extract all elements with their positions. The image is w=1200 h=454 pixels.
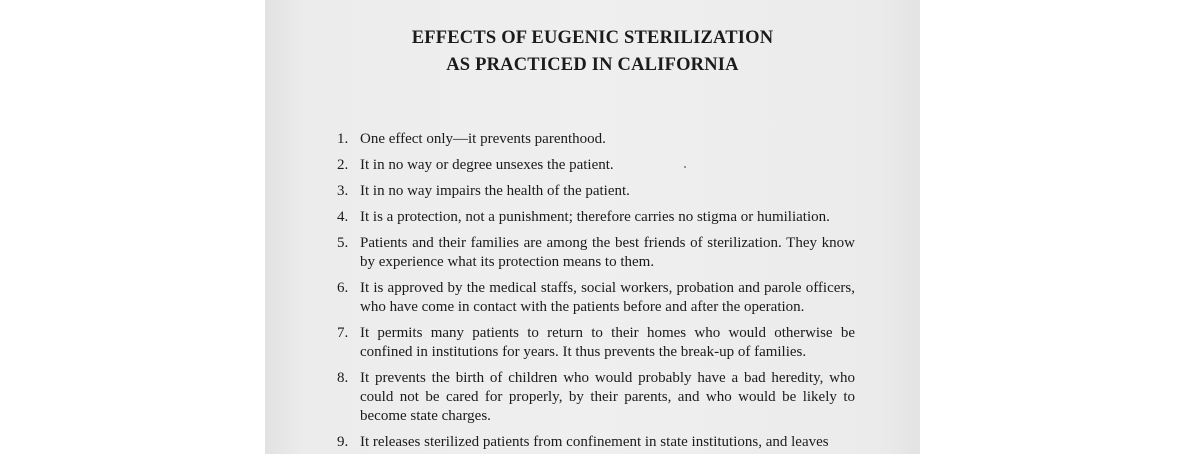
item-number: 6. (337, 280, 349, 296)
list-item (337, 182, 855, 201)
item-text: It is a protection, not a punishment; therefore carries no stigma or humiliation. (360, 209, 830, 225)
item-text: It releases sterilized patients from confinement in state institutions, and leaves (360, 434, 829, 450)
list-item (337, 208, 855, 227)
document-page (265, 0, 920, 454)
list-item (337, 433, 855, 452)
document-title (265, 25, 920, 79)
item-number: 7. (337, 325, 349, 341)
item-number: 1. (337, 131, 349, 147)
list-item (337, 324, 855, 362)
item-number: 4. (337, 209, 349, 225)
item-number: 5. (337, 235, 349, 251)
item-text: It prevents the birth of children who would probably have a bad heredity, who could not be cared for properly, by their parents, and who would be likely to become state charges. (360, 370, 855, 424)
item-text: Patients and their families are among the best friends of sterilization. They know by experience what its protection means to them. (360, 235, 855, 270)
item-number: 3. (337, 183, 349, 199)
effects-list (337, 130, 855, 452)
item-text: It is approved by the medical staffs, social workers, probation and parole officers, who have come in contact with the patients before and after the operation. (360, 280, 855, 315)
list-item (337, 279, 855, 317)
item-number: 9. (337, 434, 349, 450)
list-item (337, 234, 855, 272)
title-line-2: AS PRACTICED IN CALIFORNIA (446, 55, 739, 75)
item-number: 2. (337, 157, 349, 173)
list-item (337, 130, 855, 149)
item-text: It in no way or degree unsexes the patient. (360, 157, 614, 173)
title-line-1: EFFECTS OF EUGENIC STERILIZATION (411, 28, 774, 48)
list-item (337, 156, 855, 175)
item-text: It permits many patients to return to their homes who would otherwise be confined in institutions for years. It thus prevents the break-up of families. (360, 325, 855, 360)
list-item (337, 369, 855, 426)
item-text: It in no way impairs the health of the patient. (360, 183, 630, 199)
item-number: 8. (337, 370, 349, 386)
item-text: One effect only—it prevents parenthood. (360, 131, 606, 147)
